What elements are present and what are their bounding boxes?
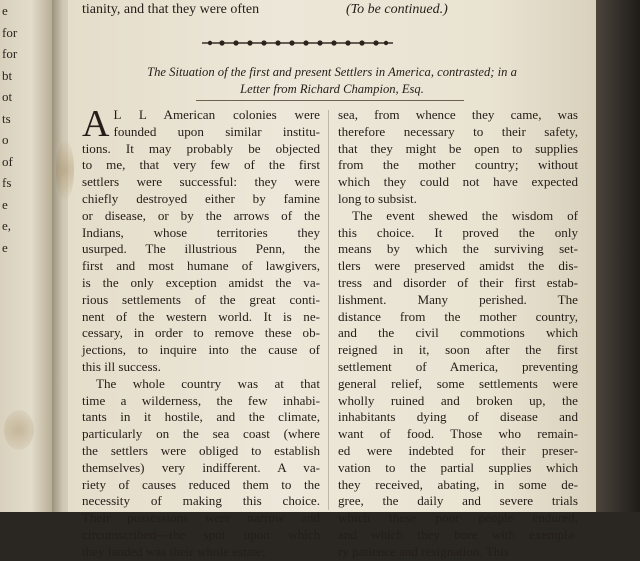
text-line: they received, abating, in some de- xyxy=(338,476,578,492)
text-line: distance from the mother country, xyxy=(338,308,578,324)
text-line: The whole country was at that xyxy=(96,375,320,391)
text-line: tress and disorder of their first estab- xyxy=(338,274,578,290)
left-page-fragment: fs xyxy=(2,175,12,190)
left-page-fragment: e xyxy=(2,196,8,212)
column-separator xyxy=(328,110,329,510)
text-line: this ill success. xyxy=(82,358,161,374)
text-line: sea, from whence they came, was xyxy=(338,107,578,122)
text-line: tlers were preserved amidst the dis- xyxy=(338,258,578,274)
text-line: they landed was their whole estate; xyxy=(82,543,266,559)
text-line: chiefly destroyed either by famine xyxy=(82,190,320,206)
text-line: the settlers were obliged to establish xyxy=(82,442,320,458)
left-page-fragment: e xyxy=(2,239,8,255)
text-line: tions. It may probably be objected xyxy=(82,140,320,156)
title-rule xyxy=(196,100,464,101)
text-line: time a wilderness, the few inhabi- xyxy=(82,392,320,408)
text-line: L L American colonies were xyxy=(113,107,320,122)
text-line: Indians, whose territories they xyxy=(82,224,320,240)
text-line: and which they bore with exempla- xyxy=(338,526,578,542)
text-line: circumscribed—the spot upon which xyxy=(82,526,320,542)
left-page-fragment: of xyxy=(2,153,13,169)
text-line: usurped. The illustrious Penn, the xyxy=(82,241,320,257)
background-edge xyxy=(596,0,640,512)
text-line: from the mother country; without xyxy=(338,157,578,173)
text-line: ry patience and resignation. This xyxy=(338,543,510,559)
text-line: that they might be open to supplies xyxy=(338,140,578,156)
left-page-fragment: ot xyxy=(2,89,13,104)
text-line: means by which the surviving set- xyxy=(338,241,578,257)
text-line: is the only exception amidst the va- xyxy=(82,274,320,290)
article-title-line1: The Situation of the first and present Settlers in America, contrasted; in a xyxy=(147,65,517,79)
left-page-fragment: e xyxy=(2,3,8,18)
paper-stain xyxy=(4,410,34,450)
text-line: Their possessions were narrow and xyxy=(82,510,320,526)
text-line: gree, the daily and severe trials xyxy=(338,493,578,509)
text-line: wholly ruined and broken up, the xyxy=(338,392,578,408)
article-title xyxy=(82,64,582,98)
text-line: therefore necessary to their safety, xyxy=(338,123,578,139)
paper-stain xyxy=(56,140,74,200)
text-line: inhabitants dying of disease and xyxy=(338,409,578,425)
text-line: The event shewed the wisdom of xyxy=(352,207,578,223)
text-line: want of food. Those who remain- xyxy=(338,426,578,442)
top-text-col1: tianity, and that they were often xyxy=(82,2,260,17)
text-line: which these poor people endured, xyxy=(338,510,578,526)
text-line: settlement of America, preventing xyxy=(338,358,578,374)
text-line: general relief, some settlements were xyxy=(338,375,578,391)
text-line: which they could not have expected xyxy=(338,174,578,190)
text-line: particularly on the sea coast (where xyxy=(82,426,320,442)
text-line: nent of the western world. It is ne- xyxy=(82,308,320,324)
text-line: reigned in it, soon after the first xyxy=(338,342,578,358)
text-line: long to subsist. xyxy=(338,190,417,206)
text-line: themselves) very indifferent. A va- xyxy=(82,459,320,475)
left-page-fragment: ts xyxy=(2,110,11,126)
left-page-fragment: for xyxy=(2,46,18,61)
article-column-1 xyxy=(82,103,320,561)
text-line: rious settlements of the great conti- xyxy=(82,291,320,307)
ornamental-divider xyxy=(200,38,395,48)
text-line: necessity of making this choice. xyxy=(82,493,320,509)
text-line: tants in it hostile, and the climate, xyxy=(82,409,320,425)
text-line: and the civil commotions which xyxy=(338,325,578,341)
article-title-line2: Letter from Richard Champion, Esq. xyxy=(240,82,424,96)
left-page-fragment: bt xyxy=(2,67,13,83)
text-line: or disease, or by the arrows of the xyxy=(82,207,320,223)
left-page-fragment: e, xyxy=(2,218,12,233)
left-page-fragment: o xyxy=(2,132,9,147)
drop-cap: A xyxy=(82,103,110,145)
text-line: first and most humane of lawgivers, xyxy=(82,258,320,274)
text-line: lishment. Many perished. The xyxy=(338,291,578,307)
text-line: riety of causes reduced them to the xyxy=(82,476,320,492)
text-line: cessary, in order to remove these ob- xyxy=(82,325,320,341)
text-line: to me, that very few of the first xyxy=(82,157,320,173)
article-column-2 xyxy=(338,107,578,561)
text-line: vation to the partial supplies which xyxy=(338,459,578,475)
left-page-fragment: for xyxy=(2,24,18,40)
text-line: this choice. It proved the only xyxy=(338,224,578,240)
text-line: jections, to inquire into the cause of xyxy=(82,342,320,358)
to-be-continued: (To be continued.) xyxy=(346,2,448,17)
text-line: ed were indebted for their preser- xyxy=(338,442,578,458)
text-line: founded upon similar institu- xyxy=(113,123,320,139)
text-line: settlers were successful: they were xyxy=(82,174,320,190)
